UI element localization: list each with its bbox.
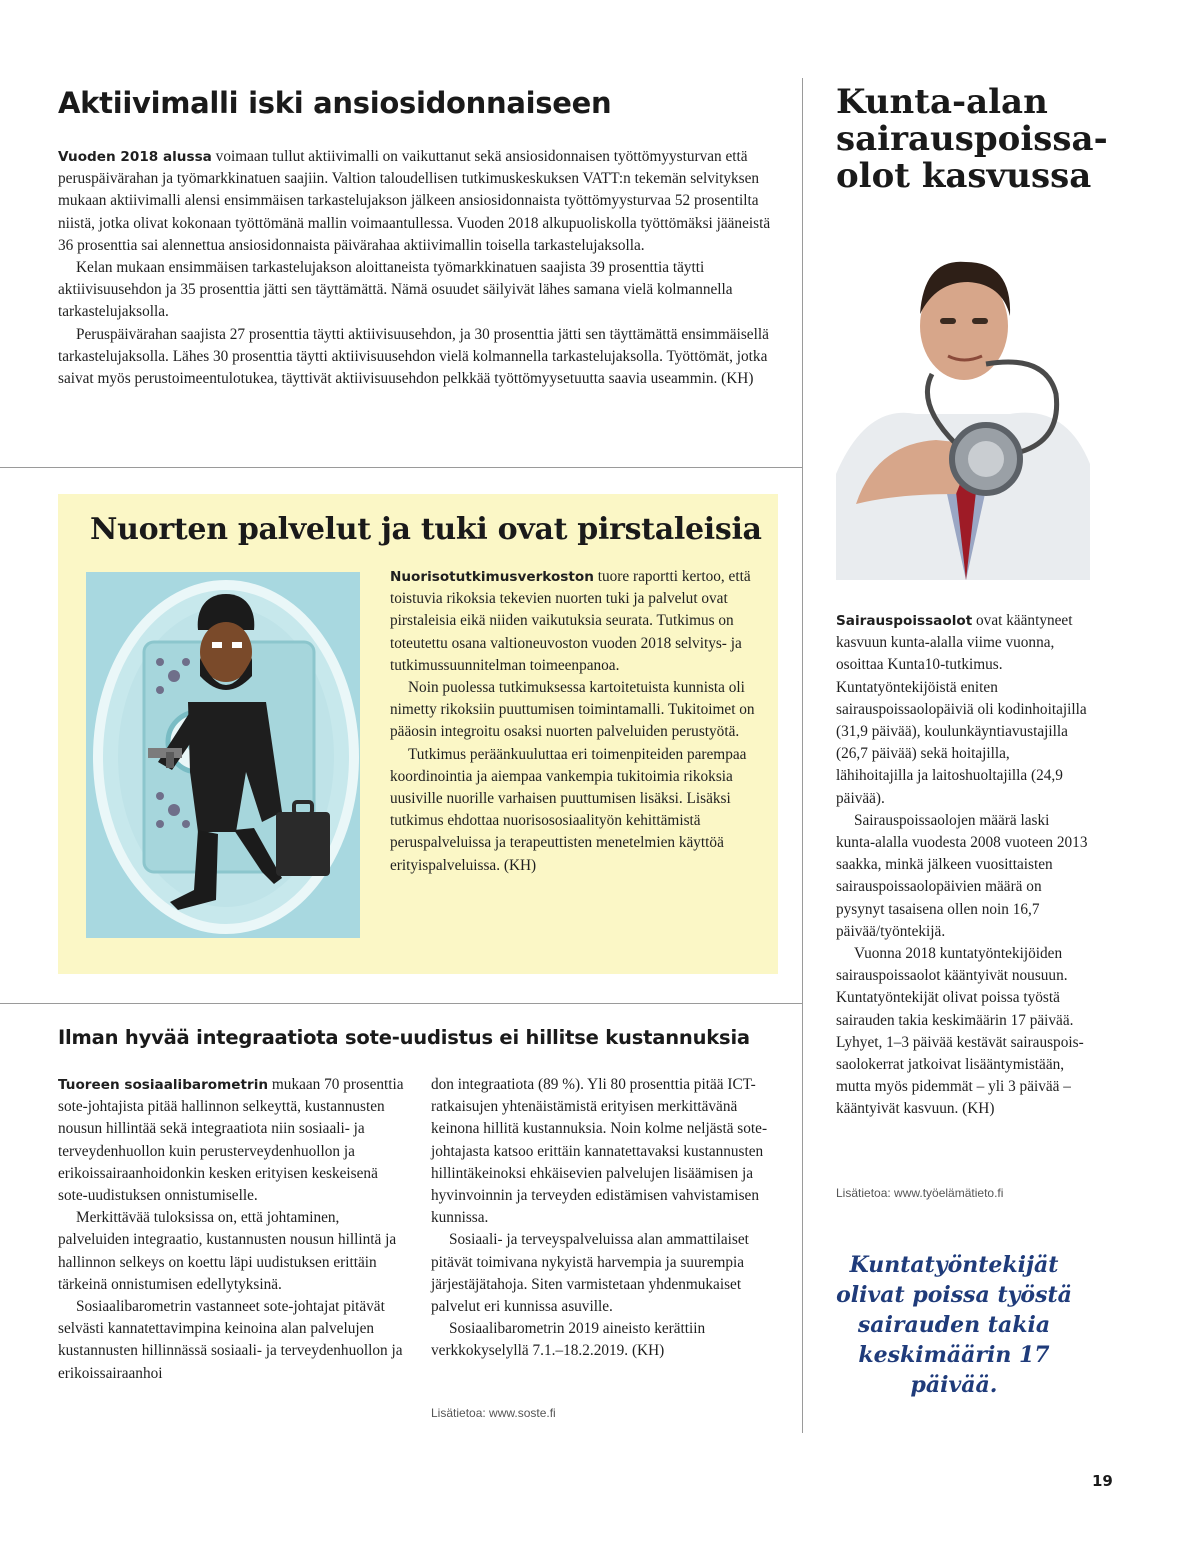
article1-paragraph-3: Peruspäivärahan saajista 27 prosenttia täytti aktiivisuusehdon, ja 30 prosenttia jätti sen täyttämättä ensimmäisellä tarkastelujaksolla. Lähes 30 prosenttia täytti aktiivisuusehdon vielä kolmannella tarkastelujaksolla. Työttömät, jotka saivat myös perustoimeentulotukea, täyttivät aktiivisuusehdon pelkkää työttömyysetuutta saavia useammin. (KH) (58, 325, 769, 388)
article2-p1-text: tuore raportti kertoo, että toistuvia rikoksia tekevien nuorten tuki ja palvelut ovat pirstaleisia eikä niiden vaikutuksia seurata. Tutkimus on toteutettu osana valtioneuvoston vuoden 2018 selvitys- ja tutkimussuunnitelman toimeenpanoa. (390, 568, 751, 674)
sidebar-paragraph-3: Vuonna 2018 kuntatyöntekijöiden sairauspoissaolot kääntyivät nousuun. Kuntatyöntekijät olivat poissa työstä sairauden takia keskimäärin 17 päivää. Lyhyet, 1–3 päivää kestävät sairauspoissaolokerrat jatkoivat lisääntymistään, mutta myös pidemmät – yli 3 päivää – kääntyivät kasvuun. (KH) (836, 945, 1084, 1118)
sidebar-body (836, 610, 1090, 1121)
article3-col2-paragraph-1: don integraatiota (89 %). Yli 80 prosenttia pitää ICT-ratkaisujen yhtenäistämistä erityisen merkittävänä keinona hillitä kustannuksia. Noin kolme neljästä sote-johtajasta katsoo erittäin kannatettavaksi kustannusten hillintäkeinoksi ehkäisevien palvelujen lisäämisen ja hyvinvoinnin ja terveyden edistämisen vahvistamisen kunnissa. (431, 1076, 768, 1227)
article3-col1-paragraph-3: Sosiaalibarometrin vastanneet sote-johtajat pitävät selvästi kannatettavimpina keinoina alan palvelujen kustannusten hillinnässä sosiaali- ja terveydenhuollon ja erikoissairaanhoi (58, 1298, 403, 1382)
article2-lead: Nuorisotutkimusverkoston (390, 569, 594, 585)
article3-lead: Tuoreen sosiaalibarometrin (58, 1077, 269, 1093)
article3-title: Ilman hyvää integraatiota sote-uudistus ei hillitse kustannuksia (58, 1026, 750, 1049)
article1-p1-text: voimaan tullut aktiivimalli on vaikuttanut sekä ansiosidonnaisen työttömyysturvan että peruspäivärahan ja työmarkkinatuen saajiin. Valtion taloudellisen tutkimuskeskuksen VATT:n tekemän selvityksen mukaan aktiivimalli alensi ensimmäisen tarkastelujakson jälkeen ansiosidonnaista työttömyysturvaa 52 prosentilta niistä, jotka olivat kokonaan työttömänä mallin voimaantullessa. Vuoden 2018 alkupuoliskolla työttömäksi jääneistä 36 prosenttia sai alennettua ansiosidonnaista päivärahaa aktiivimallin toisella tarkastelujaksolla. (58, 148, 771, 254)
article1-paragraph-1 (58, 146, 778, 257)
article1-paragraph-2: Kelan mukaan ensimmäisen tarkastelujakson aloittaneista työmarkkinatuen saajista 39 prosenttia täytti aktiivisuusehdon ja 35 prosenttia jätti sen täyttämättä. Nämä osuudet säilyivät lähes samana vielä kolmannella tarkastelujaksolla. (58, 259, 733, 321)
article1-body (58, 146, 778, 390)
article2-paragraph-3: Tutkimus peräänkuuluttaa eri toimenpiteiden parempaa koordinointia ja aiempaa vankempia tukitoimia rikoksia uusiville nuorille varhaisen puuttumisen lisäksi. Lisäksi tutkimus ehdottaa nuorisososiaalityön kehittämistä peruspalveluissa ja terapeuttisten menetelmien käyttöä erityispalveluissa. (KH) (390, 745, 747, 874)
article3-col1-paragraph-1 (58, 1074, 404, 1207)
burglar-illustration-svg (86, 572, 360, 938)
burglar-illustration (86, 572, 360, 938)
sidebar-paragraph-1 (836, 610, 1090, 810)
article3-col2-paragraph-3: Sosiaalibarometrin 2019 aineisto kerättiin verkkokyselyllä 7.1.–18.2.2019. (KH) (431, 1320, 706, 1360)
article2-title: Nuorten palvelut ja tuki ovat pirstaleisia (90, 512, 762, 547)
article3-col1-paragraph-2: Merkittävää tuloksissa on, että johtaminen, palveluiden integraatio, kustannusten nousun hillintä ja hallinnon selkeys on koettu läpi uudistuksen erittäin tärkeinä onnistumisen edellytyksinä. (58, 1209, 397, 1293)
sidebar-more-info: Lisätietoa: www.työelämätieto.fi (836, 1186, 1004, 1200)
sidebar-title: Kunta-alan sairauspoissaolot kasvussa (836, 82, 1108, 196)
article3-col2-paragraph-2: Sosiaali- ja terveyspalveluissa alan ammattilaiset pitävät toimivana nykyistä harvempia ja suurempia järjestäjätahoja. Siten varmistetaan yhdenmukaiset palvelut eri kunnissa asuville. (431, 1231, 749, 1316)
article3-column-2 (431, 1074, 781, 1363)
page-number: 19 (1092, 1472, 1113, 1490)
doctor-photo (836, 244, 1090, 580)
article2-body (390, 566, 762, 877)
sidebar-lead: Sairauspoissaolot (836, 613, 973, 629)
article3-column-1 (58, 1074, 404, 1385)
divider-middle (0, 1003, 802, 1004)
sidebar-p1-text: ovat kääntyneet kasvuun kunta-alalla viime vuonna, osoittaa Kunta10-tutkimus. Kuntatyöntekijöistä eniten sairauspoissaolopäiviä oli kodinhoitajilla (31,9 päivää), koulunkäyntiavustajilla (26,7 päivää) sekä hoitajilla, lähihoitajilla ja laitoshuoltajilla (24,9 päivää). (836, 612, 1087, 807)
article1-lead: Vuoden 2018 alussa (58, 149, 212, 165)
article2-paragraph-1 (390, 566, 762, 677)
article3-col1-p1-text: mukaan 70 prosenttia sote-johtajista pitää hallinnon selkeyttä, kustannusten nousun hillintää sekä integraatiota niin sosiaali- ja terveydenhuollon kuin perusterveydenhuollon ja erikoissairaanhoidonkin kesken erityisen keskeisenä sote-uudistuksen onnistumiselle. (58, 1076, 404, 1205)
pull-quote: Kuntatyöntekijät olivat poissa työstä sairauden takia keskimäärin 17 päivää. (836, 1252, 1072, 1398)
divider-top (0, 467, 802, 468)
article3-more-info: Lisätietoa: www.soste.fi (431, 1406, 556, 1420)
column-divider (802, 78, 803, 1433)
sidebar-paragraph-2: Sairauspoissaolojen määrä laski kunta-alalla vuodesta 2008 vuoteen 2013 saakka, minkä jälkeen vuosittaisten sairauspoissaolopäivien määrä on pysynyt tasaisena ollen noin 16,7 päivää/työntekijä. (836, 811, 1088, 940)
article1-title: Aktiivimalli iski ansiosidonnaiseen (58, 86, 612, 120)
doctor-photo-svg (836, 244, 1090, 580)
article2-paragraph-2: Noin puolessa tutkimuksessa kartoitetuista kunnista oli nimetty rikoksiin puuttumisen toimintamalli. Tukitoimet on pääosin integroitu osaksi nuorten palveluiden perustyötä. (390, 679, 755, 741)
